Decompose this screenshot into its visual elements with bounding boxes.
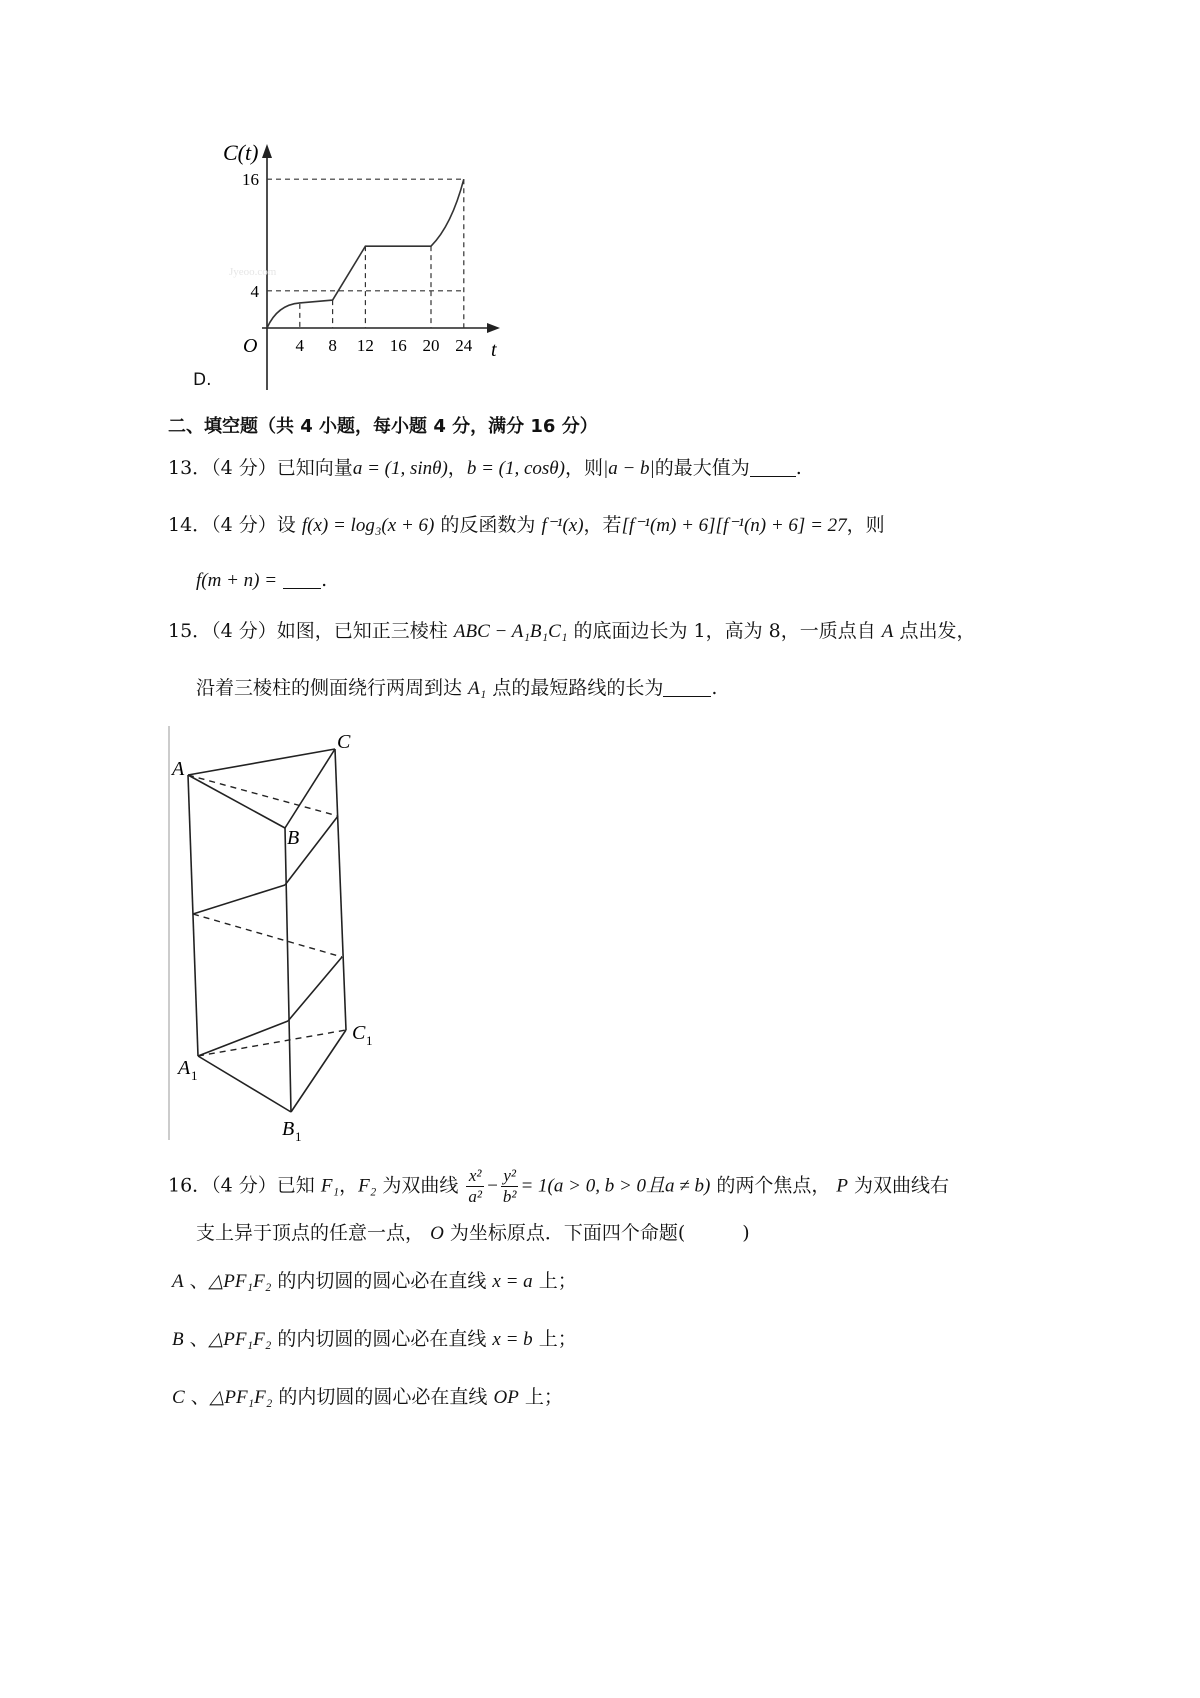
question-16	[168, 1166, 949, 1207]
svg-text:A: A	[178, 1057, 191, 1079]
svg-text:1: 1	[366, 1033, 373, 1048]
question-15-line2	[196, 678, 717, 698]
q16-prefix: 16．（4 分）已知	[168, 1174, 315, 1197]
question-14-line2	[196, 570, 327, 590]
option-b-triangle: △PF₁F₂	[208, 1329, 272, 1350]
q14-cond-pre: ，若	[583, 514, 622, 536]
q16-frac-y: $\frac{\text{y²}}{\text{b²}}$	[502, 1166, 517, 1206]
option-b-letter: B	[172, 1329, 184, 1350]
label-c: C	[337, 731, 351, 753]
option-c-letter: C	[172, 1387, 185, 1408]
q13-answer-blank[interactable]	[750, 458, 796, 477]
q14-prefix: 14．（4 分）设	[168, 514, 296, 536]
q14-expression: f(m + n) =	[196, 570, 278, 591]
watermark: Jyeoo.com	[229, 266, 277, 278]
option-a[interactable]: A 、△PF₁F₂ 的内切圆的圆心必在直线 x = a 上；	[172, 1270, 577, 1292]
q13-end: .	[795, 457, 802, 479]
graph-d-svg	[195, 140, 525, 400]
option-c-line: OP	[493, 1387, 519, 1408]
svg-text:B: B	[282, 1118, 295, 1140]
x-axis-arrow	[487, 323, 500, 333]
q14-cond-post: ，则	[846, 514, 885, 536]
q16-frac-x: $\frac{\text{x²}}{\text{a²}}$	[468, 1166, 483, 1206]
q15-prism: ABC − A₁B₁C₁	[453, 621, 568, 642]
label-b1	[282, 1118, 302, 1144]
q16-f2: F₂	[358, 1175, 377, 1197]
prism-edges	[188, 749, 346, 1112]
question-16-line2	[196, 1224, 750, 1243]
q13-tail: 的最大值为	[654, 457, 750, 479]
option-a-letter: A	[172, 1271, 184, 1292]
q16-text1: 为双曲线	[382, 1174, 459, 1197]
option-c-triangle: △PF₁F₂	[209, 1387, 273, 1408]
q16-o: O	[430, 1223, 444, 1244]
q15-text1: 的底面边长为 1，高为 8，一质点自	[573, 620, 876, 642]
q13-mid: ，则	[564, 457, 603, 479]
q15-line2-post: 点的最短路线的长为	[492, 677, 664, 699]
section-heading: 二、填空题（共 4 小题，每小题 4 分，满分 16 分）	[168, 416, 598, 437]
q14-inverse: f⁻¹(x)	[541, 515, 584, 536]
q16-f1: F₁	[320, 1175, 340, 1197]
svg-text:C: C	[352, 1022, 366, 1044]
y-tick-label: 4	[250, 281, 259, 301]
x-tick-label: 4	[295, 336, 305, 355]
q16-sep: ，	[339, 1174, 359, 1197]
y-axis-label: C(t)	[223, 140, 259, 165]
q16-line2-pre: 支上异于顶点的任意一点，	[196, 1222, 425, 1244]
x-tick-label: 8	[328, 336, 337, 355]
y-axis-arrow	[262, 144, 272, 158]
label-b: B	[287, 827, 300, 849]
option-c[interactable]: C 、△PF₁F₂ 的内切圆的圆心必在直线 OP 上；	[172, 1386, 563, 1408]
option-a-line: x = a	[492, 1271, 533, 1292]
q16-text3: 为双曲线右	[854, 1174, 950, 1197]
q15-prefix: 15．（4 分）如图，已知正三棱柱	[168, 620, 448, 642]
q13-vector-b: b = (1, cosθ)	[466, 458, 565, 479]
origin-label: O	[243, 335, 258, 357]
q15-point-a: A	[881, 621, 894, 642]
q16-p: P	[836, 1175, 848, 1197]
label-a1	[176, 1057, 198, 1083]
q15-answer-blank[interactable]	[663, 678, 711, 697]
prism-svg	[160, 720, 400, 1150]
option-b[interactable]: B 、△PF₁F₂ 的内切圆的圆心必在直线 x = b 上；	[172, 1328, 577, 1350]
prism-figure	[160, 720, 400, 1150]
question-13	[168, 458, 802, 478]
q14-function: f(x) = log₃(x + 6)	[301, 515, 435, 536]
label-c1	[352, 1022, 373, 1048]
q16-minus: −	[486, 1175, 499, 1197]
prism-hidden-edges	[188, 775, 346, 1056]
q15-line2-pre: 沿着三棱柱的侧面绕行两周到达	[196, 677, 463, 699]
y-tick-label: 16	[242, 170, 259, 190]
x-tick-label: 20	[422, 336, 440, 355]
q15-end: .	[711, 677, 718, 699]
option-b-line: x = b	[492, 1329, 533, 1350]
q16-line2-post: 为坐标原点．下面四个命题( )	[449, 1222, 750, 1244]
x-tick-label: 12	[356, 336, 374, 355]
graph-d	[195, 140, 525, 400]
option-a-text: 的内切圆的圆心必在直线	[277, 1270, 487, 1292]
x-axis-label: t	[491, 339, 497, 361]
label-a: A	[172, 758, 185, 780]
question-15	[168, 622, 975, 641]
option-c-end: 上；	[524, 1386, 563, 1408]
option-d-label: D.	[193, 370, 212, 390]
q14-answer-blank[interactable]	[283, 570, 321, 589]
q13-vector-a: a = (1, sinθ)	[352, 458, 448, 479]
option-b-end: 上；	[538, 1328, 577, 1350]
svg-text:1: 1	[191, 1068, 198, 1083]
question-14	[168, 516, 885, 535]
q16-rhs: = 1(a > 0, b > 0且a ≠ b)	[520, 1175, 711, 1197]
option-c-text: 的内切圆的圆心必在直线	[278, 1386, 488, 1408]
q14-end: .	[321, 569, 328, 591]
q14-mid: 的反函数为	[440, 514, 536, 536]
q15-point-a1: A₁	[468, 678, 487, 699]
x-tick-label: 24	[455, 336, 473, 355]
option-a-triangle: △PF₁F₂	[208, 1271, 272, 1292]
option-a-end: 上；	[538, 1270, 577, 1292]
q15-text2: 点出发，	[899, 620, 976, 642]
q16-text2: 的两个焦点，	[716, 1174, 831, 1197]
q13-expression: |a − b|	[602, 458, 655, 479]
x-tick-label: 16	[389, 336, 407, 355]
option-b-text: 的内切圆的圆心必在直线	[277, 1328, 487, 1350]
q14-condition: [f⁻¹(m) + 6][f⁻¹(n) + 6] = 27	[621, 515, 847, 536]
svg-text:1: 1	[295, 1129, 302, 1144]
series-line	[267, 179, 464, 328]
q13-sep: ，	[447, 457, 467, 479]
q13-prefix: 13．（4 分）已知向量	[168, 457, 353, 479]
